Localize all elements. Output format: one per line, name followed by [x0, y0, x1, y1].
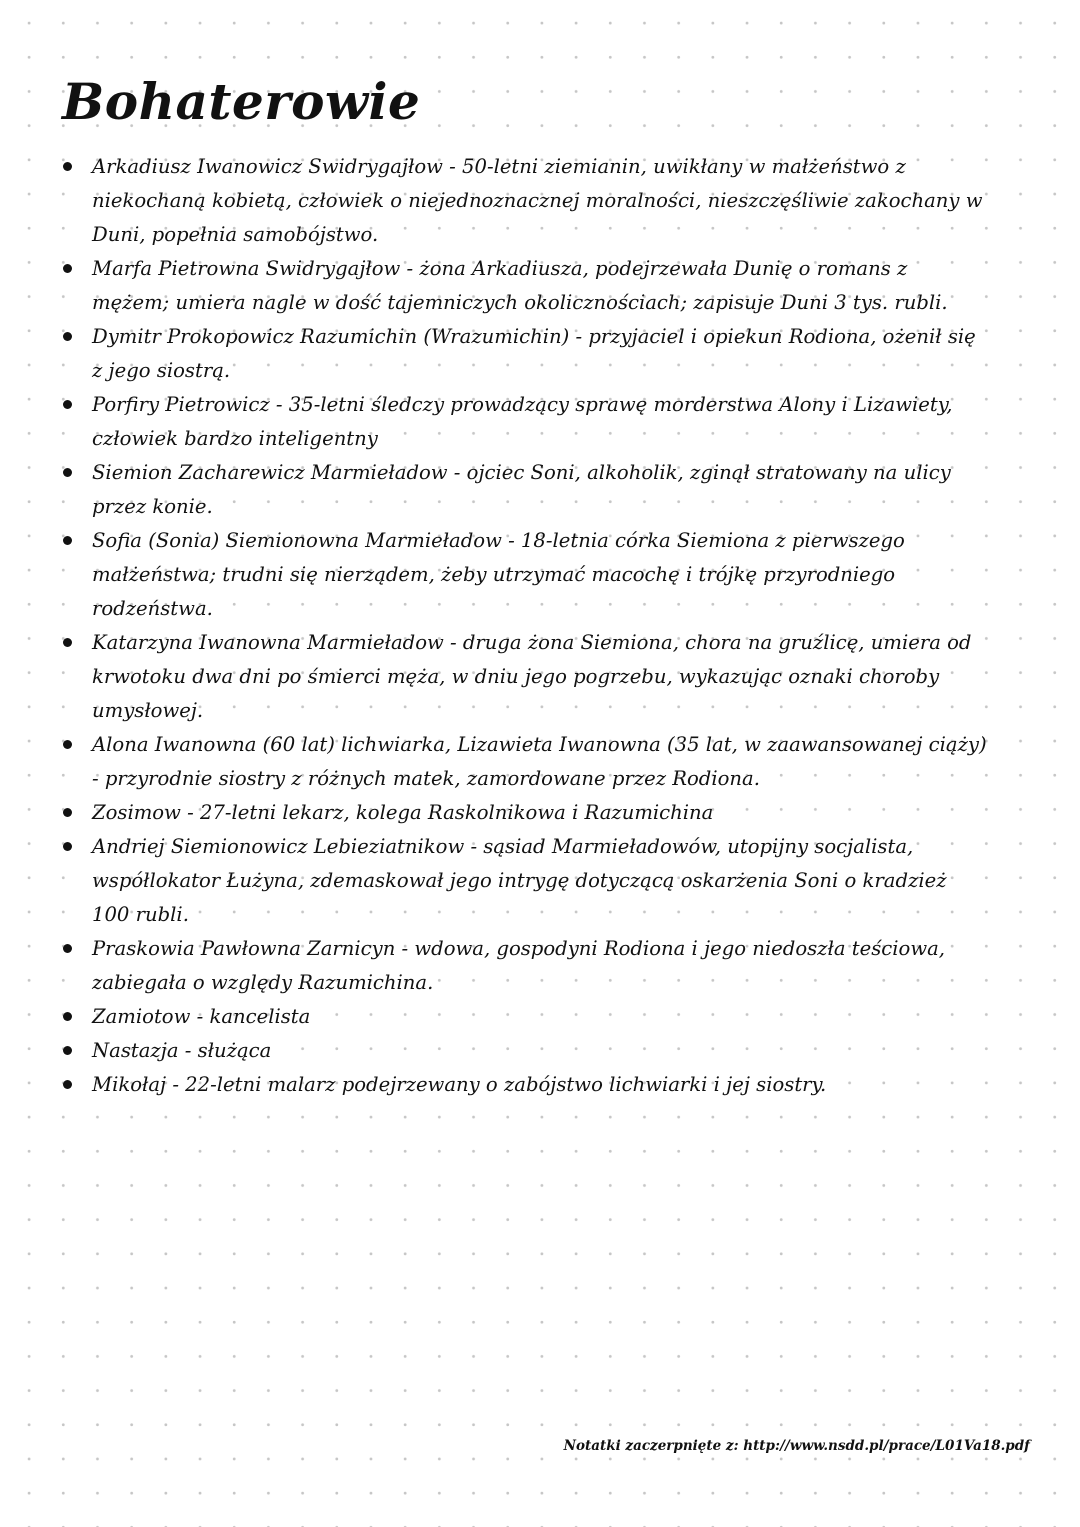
bullet-icon [63, 468, 72, 477]
bullet-icon [63, 162, 72, 171]
character-description: Marfa Pietrowna Swidrygajłow - żona Arkadiusza, podejrzewała Dunię o romans z mężem; umiera nagle w dość tajemniczych okolicznościach; zapisuje Duni 3 tys. rubli. [92, 257, 948, 314]
bullet-icon [63, 400, 72, 409]
list-item [60, 456, 990, 524]
list-item [60, 830, 990, 932]
bullet-icon [63, 1012, 72, 1021]
list-item [60, 252, 990, 320]
character-description: Mikołaj - 22-letni malarz podejrzewany o zabójstwo lichwiarki i jej siostry. [92, 1073, 827, 1096]
character-list [60, 150, 990, 1102]
page-title: Bohaterowie [62, 72, 421, 131]
bullet-icon [63, 740, 72, 749]
bullet-icon [63, 842, 72, 851]
character-description: Siemion Zacharewicz Marmieładow - ojciec Soni, alkoholik, zginął stratowany na ulicy przez konie. [92, 461, 951, 518]
list-item [60, 626, 990, 728]
list-item [60, 388, 990, 456]
bullet-icon [63, 264, 72, 273]
character-description: Porfiry Pietrowicz - 35-letni śledczy prowadzący sprawę morderstwa Alony i Lizawiety, człowiek bardzo inteligentny [92, 393, 953, 450]
character-description: Zamiotow - kancelista [92, 1005, 311, 1028]
character-description: Praskowia Pawłowna Zarnicyn - wdowa, gospodyni Rodiona i jego niedoszła teściowa, zabiegała o względy Razumichina. [92, 937, 945, 994]
bullet-icon [63, 944, 72, 953]
character-description: Nastazja - służąca [92, 1039, 272, 1062]
character-description: Sofia (Sonia) Siemionowna Marmieładow - 18-letnia córka Siemiona z pierwszego małżeństwa; trudni się nierządem, żeby utrzymać macochę i trójkę przyrodniego rodzeństwa. [92, 529, 905, 620]
character-description: Katarzyna Iwanowna Marmieładow - druga żona Siemiona, chora na gruźlicę, umiera od krwotoku dwa dni po śmierci męża, w dniu jego pogrzebu, wykazując oznaki choroby umysłowej. [92, 631, 972, 722]
character-description: Andriej Siemionowicz Lebieziatnikow - sąsiad Marmieładowów, utopijny socjalista, współlokator Łużyna, zdemaskował jego intrygę dotyczącą oskarżenia Soni o kradzież 100 rubli. [92, 835, 947, 926]
list-item [60, 1034, 990, 1068]
character-description: Zosimow - 27-letni lekarz, kolega Raskolnikowa i Razumichina [92, 801, 714, 824]
list-item [60, 320, 990, 388]
list-item [60, 150, 990, 252]
list-item [60, 524, 990, 626]
bullet-icon [63, 332, 72, 341]
bullet-icon [63, 536, 72, 545]
source-note: Notatki zaczerpnięte z: http://www.nsdd.pl/prace/L01Va18.pdf [563, 1438, 1030, 1454]
character-description: Dymitr Prokopowicz Razumichin (Wrazumichin) - przyjaciel i opiekun Rodiona, ożenił się z jego siostrą. [92, 325, 976, 382]
list-item [60, 1000, 990, 1034]
list-item [60, 728, 990, 796]
bullet-icon [63, 1080, 72, 1089]
list-item [60, 796, 990, 830]
bullet-icon [63, 808, 72, 817]
character-description: Arkadiusz Iwanowicz Swidrygajłow - 50-letni ziemianin, uwikłany w małżeństwo z niekochaną kobietą, człowiek o niejednoznacznej moralności, nieszczęśliwie zakochany w Duni, popełnia samobójstwo. [92, 155, 983, 246]
bullet-icon [63, 638, 72, 647]
list-item [60, 1068, 990, 1102]
list-item [60, 932, 990, 1000]
character-description: Alona Iwanowna (60 lat) lichwiarka, Lizawieta Iwanowna (35 lat, w zaawansowanej ciąży) - przyrodnie siostry z różnych matek, zamordowane przez Rodiona. [92, 733, 987, 790]
bullet-icon [63, 1046, 72, 1055]
